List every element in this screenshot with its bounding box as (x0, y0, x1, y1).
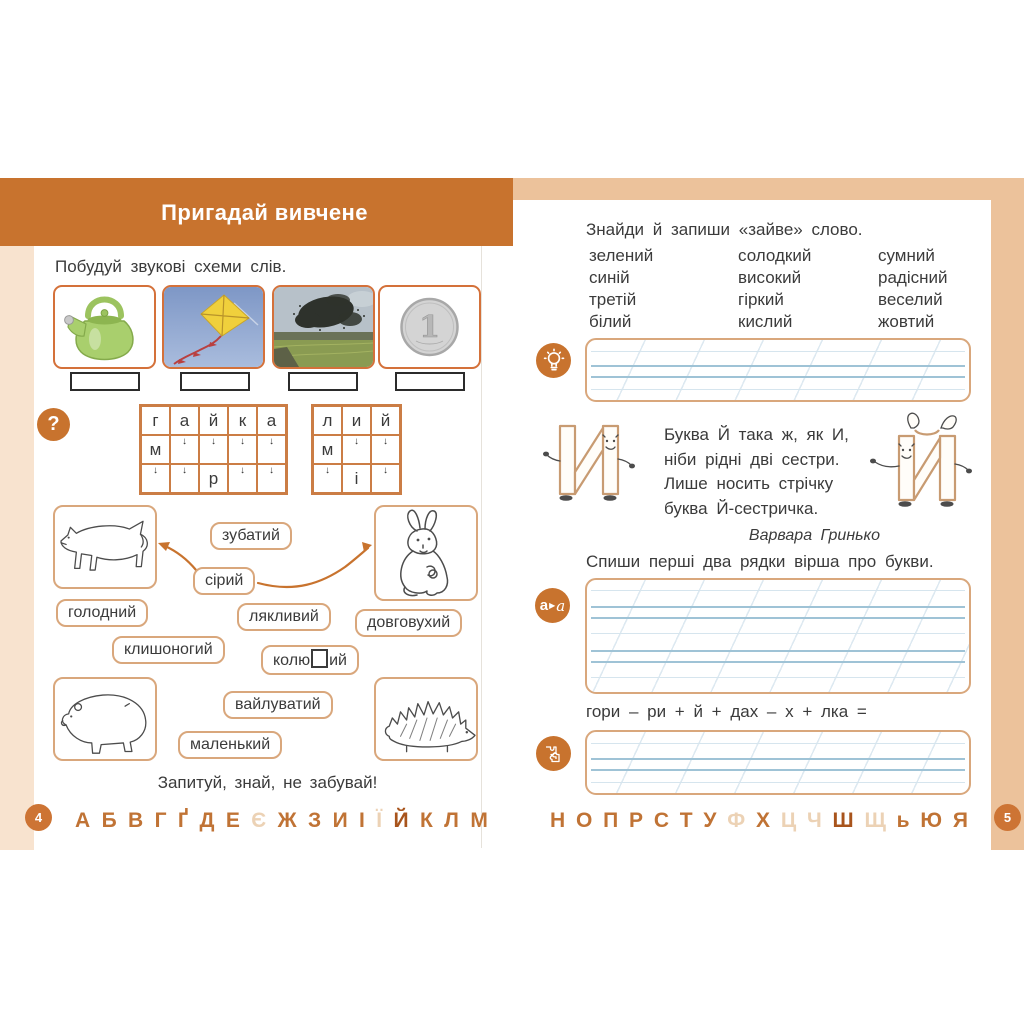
alphabet-letter: А (75, 809, 91, 832)
alphabet-letter: Б (101, 809, 117, 832)
grid-cell: й (199, 406, 228, 435)
arrow-right-icon: ▶ (549, 601, 556, 610)
alphabet-letter: Щ (864, 809, 886, 832)
top-band (513, 178, 1024, 200)
alphabet-strip-right (550, 809, 968, 833)
word-bubble-malenkyi: маленький (178, 731, 282, 759)
grid-cell: й (371, 406, 400, 435)
picture-card-flock (272, 285, 375, 369)
alphabet-letter: Х (756, 809, 771, 832)
alphabet-letter: О (575, 809, 593, 832)
writing-area-poem-copy[interactable] (585, 578, 971, 694)
alphabet-letter: Л (444, 809, 459, 832)
alphabet-letter: Д (199, 809, 215, 832)
slant-guidelines (587, 340, 969, 400)
page-number-4: 4 (25, 804, 52, 831)
alphabet-letter: ь (896, 809, 910, 832)
alphabet-letter: І (359, 809, 365, 832)
word-bubble-vailuvatyi: вайлуватий (223, 691, 333, 719)
word-bubble-siryi: сірий (193, 567, 255, 595)
right-margin-strip (991, 200, 1024, 850)
grid-cell: м (313, 435, 342, 464)
task-odd-word: Знайди й запиши «зайве» слово. (586, 220, 863, 239)
hedgehog-image (376, 679, 476, 759)
grid-cell: м (141, 435, 170, 464)
rabbit-image (376, 507, 476, 599)
alphabet-letter: Є (251, 809, 267, 832)
alphabet-letter: Ґ (177, 809, 189, 832)
alphabet-letter: Е (225, 809, 240, 832)
task-copy-lines: Спиши перші два рядки вірша про букви. (586, 552, 934, 571)
word-bubble-liaklyvyi: лякливий (237, 603, 331, 631)
lesson-banner (0, 178, 513, 246)
wolf-image (55, 507, 155, 587)
word-item: зелений (589, 246, 654, 265)
koliuchyi-prefix: колю (273, 652, 311, 669)
grid-cell-fill[interactable]: ↓ (371, 464, 400, 493)
alphabet-letter: Й (393, 809, 409, 832)
word-bubble-holodnyi: голодний (56, 599, 148, 627)
bear-image (55, 679, 155, 759)
animal-card-rabbit (374, 505, 478, 601)
alphabet-letter: Ф (727, 809, 746, 832)
grid-cell-fill[interactable]: ↓ (170, 435, 199, 464)
word-item: білий (589, 312, 632, 331)
alphabet-letter: Ш (832, 809, 854, 832)
coin-digit: 1 (419, 310, 440, 345)
word-bubble-klyshonohyi: клишоногий (112, 636, 225, 664)
grid-cell-fill[interactable]: ↓ (313, 464, 342, 493)
grid-cell-fill[interactable]: ↓ (141, 464, 170, 493)
alphabet-letter: Ю (920, 809, 943, 832)
poem-line: Буква Й така ж, як И, (664, 425, 849, 444)
word-item: синій (589, 268, 630, 287)
alphabet-letter: М (470, 809, 488, 832)
grid-cell: и (342, 406, 371, 435)
alphabet-letter: И (332, 809, 348, 832)
grid-cell: і (342, 464, 371, 493)
alphabet-letter: С (653, 809, 669, 832)
sound-scheme-box-3[interactable] (288, 372, 358, 391)
alphabet-letter: Н (550, 809, 566, 832)
picture-card-kettle (53, 285, 156, 369)
word-item: жовтий (878, 312, 935, 331)
slant-guidelines (587, 732, 969, 793)
task-sound-schemes: Побудуй звукові схеми слів. (55, 257, 287, 276)
alphabet-strip-left (75, 809, 488, 833)
poem-author: Варвара Гринько (748, 527, 880, 544)
word-item: радісний (878, 268, 948, 287)
page-divider (481, 246, 482, 848)
grid-cell-fill[interactable]: ↓ (228, 464, 257, 493)
print-letter: а (539, 597, 549, 614)
word-column-2 (738, 245, 811, 333)
word-item: третій (589, 290, 637, 309)
grid-cell: а (257, 406, 286, 435)
alphabet-letter: Р (629, 809, 644, 832)
poem-line: буква Й-сестричка. (664, 498, 819, 518)
word-column-1 (589, 245, 653, 333)
alphabet-letter: К (419, 809, 433, 832)
footer-motto: Запитуй, знай, не забувай! (157, 773, 378, 792)
lightbulb-icon (536, 343, 571, 378)
picture-card-kite (162, 285, 265, 369)
word-item: кислий (738, 312, 793, 331)
koliuchyi-suffix: ий (329, 652, 347, 669)
grid-cell-fill[interactable]: ↓ (342, 435, 371, 464)
letter-copy-icon (535, 588, 570, 623)
left-margin-strip (0, 246, 34, 850)
alphabet-letter: Ц (780, 809, 797, 832)
puzzle-icon (536, 736, 571, 771)
word-ladder-grid-gaika (139, 404, 288, 495)
page-number-5: 5 (994, 804, 1021, 831)
slant-guidelines (587, 580, 969, 692)
grid-cell: а (170, 406, 199, 435)
alphabet-letter: Ж (277, 809, 297, 832)
writing-area-odd-word[interactable] (585, 338, 971, 402)
word-item: високий (738, 268, 802, 287)
question-mark-icon: ? (37, 408, 70, 441)
word-item: гіркий (738, 290, 784, 309)
picture-card-coin (378, 285, 481, 369)
alphabet-letter: Т (679, 809, 693, 832)
poem-about-letters (664, 423, 880, 549)
alphabet-letter: Я (952, 809, 968, 832)
animal-card-bear (53, 677, 157, 761)
grid-cell-fill[interactable]: ↓ (170, 464, 199, 493)
animal-card-wolf (53, 505, 157, 589)
sound-scheme-box-1[interactable] (70, 372, 140, 391)
grid-cell: г (141, 406, 170, 435)
kite-image (164, 287, 263, 367)
animal-card-hedgehog (374, 677, 478, 761)
alphabet-letter: В (128, 809, 144, 832)
lesson-banner-title: Пригадай вивчене (161, 200, 368, 225)
word-item: веселий (878, 290, 943, 309)
word-item: солодкий (738, 246, 812, 265)
alphabet-letter: У (703, 809, 717, 832)
grid-cell-fill[interactable]: ↓ (257, 464, 286, 493)
coin-image (380, 287, 479, 367)
grid-cell-fill[interactable]: ↓ (371, 435, 400, 464)
word-bubble-koliuchyi (261, 645, 359, 675)
grid-cell-fill[interactable]: ↓ (228, 435, 257, 464)
letter-character-y (540, 416, 638, 510)
kettle-image (55, 287, 154, 367)
word-item: сумний (878, 246, 935, 265)
cursive-letter: а (556, 596, 566, 615)
word-bubble-dovhovukhyi: довговухий (355, 609, 462, 637)
poem-line: Лише носить стрічку (664, 474, 834, 493)
grid-cell: р (199, 464, 228, 493)
word-ladder-grid-lyi (311, 404, 402, 495)
alphabet-letter: Ї (376, 809, 383, 832)
alphabet-letter: Ч (806, 809, 822, 832)
missing-letter-box[interactable] (311, 649, 328, 668)
alphabet-letter: Г (154, 809, 167, 832)
word-bubble-zubatyi: зубатий (210, 522, 292, 550)
grid-cell-fill[interactable]: ↓ (257, 435, 286, 464)
writing-area-word-formula[interactable] (585, 730, 971, 795)
flock-of-birds-image (274, 287, 373, 367)
grid-cell-fill[interactable]: ↓ (199, 435, 228, 464)
alphabet-letter: З (308, 809, 322, 832)
alphabet-letter: П (603, 809, 619, 832)
sound-scheme-box-4[interactable] (395, 372, 465, 391)
word-column-3 (878, 245, 948, 333)
poem-line: ніби рідні дві сестри. (664, 449, 840, 469)
grid-cell: к (228, 406, 257, 435)
sound-scheme-box-2[interactable] (180, 372, 250, 391)
word-formula: гори – ри + й + дах – х + лка = (586, 702, 867, 721)
grid-cell: л (313, 406, 342, 435)
